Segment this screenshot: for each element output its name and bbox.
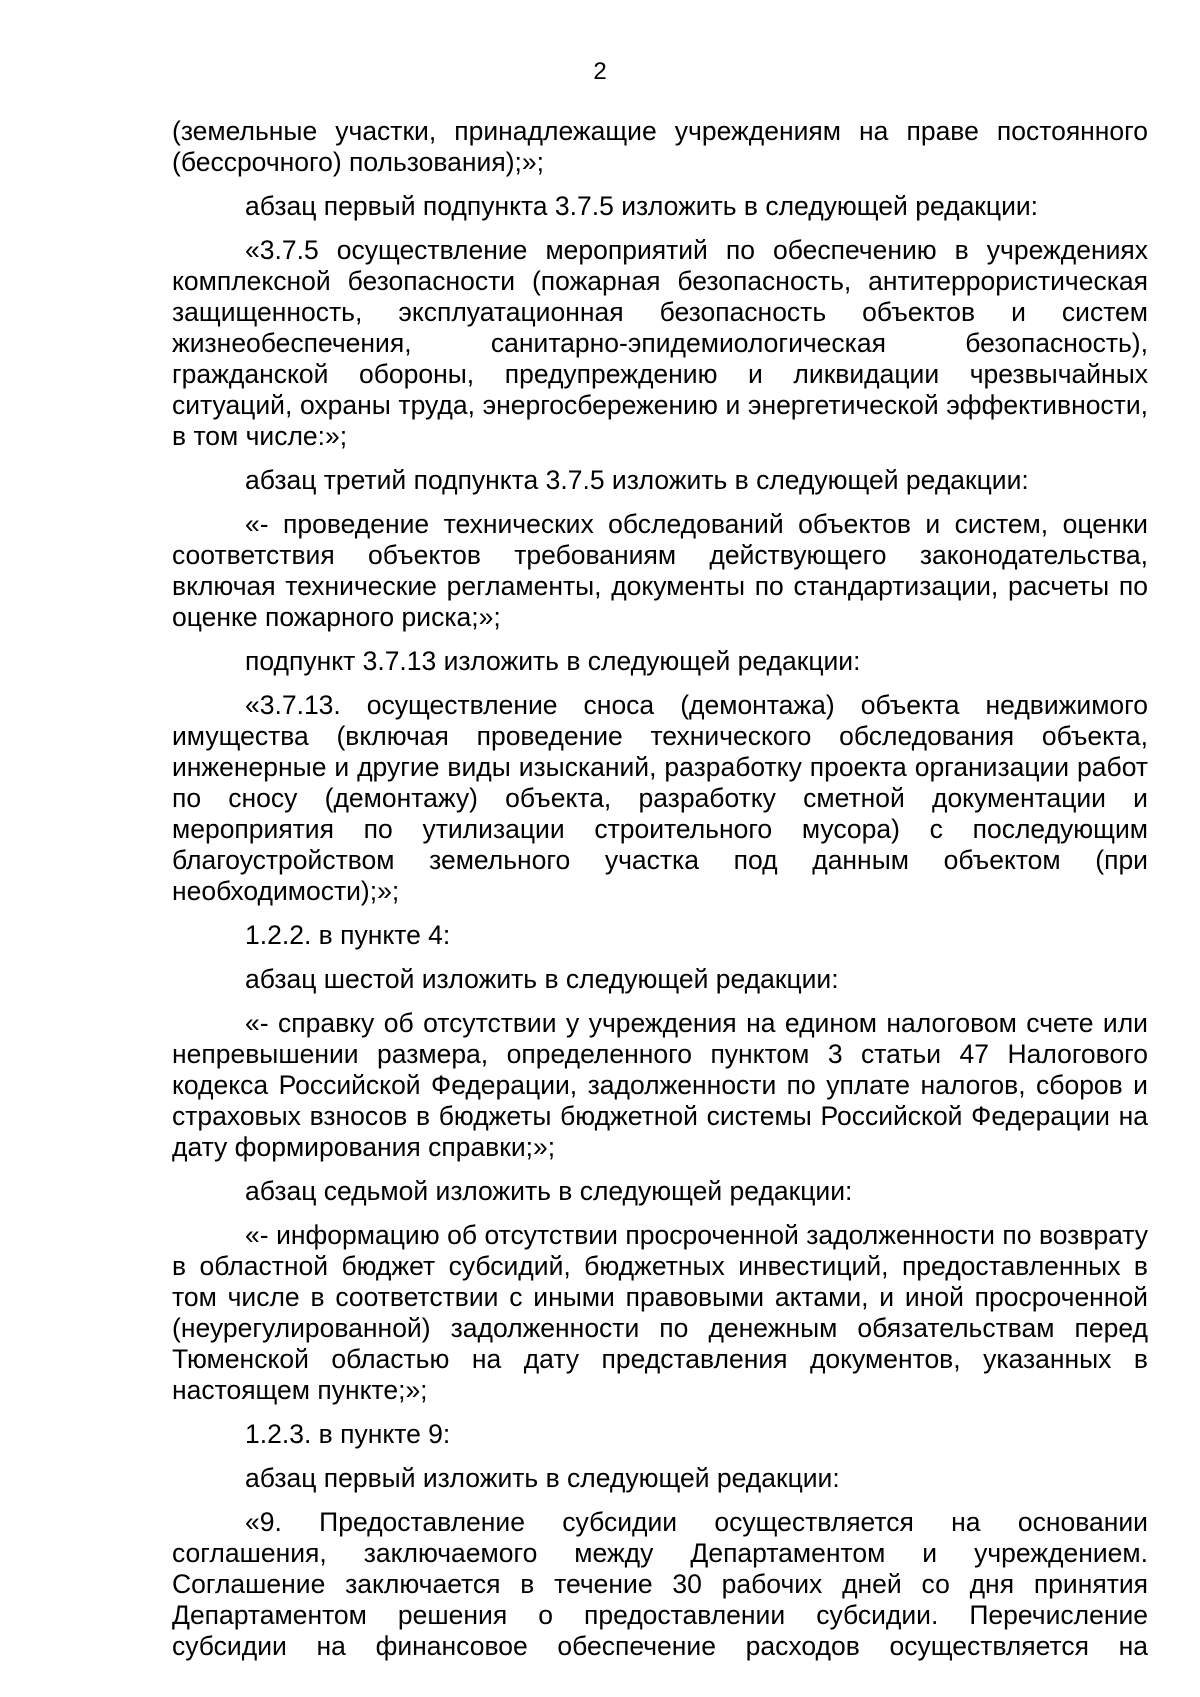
- page-number: 2: [593, 58, 607, 85]
- paragraph-technical-inspections: «- проведение технических обследований объектов и систем, оценки соответствия объектов требованиям действующего законодательства, включая технические регламенты, документы по стандартизации, расчеты по оценке пожарного риска;»;: [172, 509, 1148, 632]
- paragraph-instruction-3-7-13: подпункт 3.7.13 изложить в следующей редакции:: [245, 646, 861, 676]
- paragraph-instruction-3-7-5-third: абзац третий подпункта 3.7.5 изложить в следующей редакции:: [245, 465, 1029, 495]
- paragraph-instruction-3-7-5-first: абзац первый подпункта 3.7.5 изложить в следующей редакции:: [245, 191, 1039, 221]
- paragraph-1-2-2: 1.2.2. в пункте 4:: [245, 920, 451, 950]
- paragraph-debt-information: «- информацию об отсутствии просроченной задолженности по возврату в областной бюджет субсидий, бюджетных инвестиций, предоставленных в том числе в соответствии с иными правовыми актами, и иной просроченной (неурегулированной) задолженности по денежным обязательствам перед Тюменской областью на дату представления документов, указанных в настоящем пункте;»;: [172, 1220, 1148, 1405]
- paragraph-instruction-first: абзац первый изложить в следующей редакции:: [245, 1463, 840, 1493]
- paragraph-3-7-13-text: «3.7.13. осуществление сноса (демонтажа) объекта недвижимого имущества (включая проведение технического обследования объекта, инженерные и другие виды изысканий, разработку проекта организации работ по сносу (демонтажу) объекта, разработку сметной документации и мероприятия по утилизации строительного мусора) с последующим благоустройством земельного участка под данным объектом (при необходимости);»;: [172, 690, 1148, 906]
- paragraph-tax-certificate: «- справку об отсутствии у учреждения на едином налоговом счете или непревышении размера, определенного пунктом 3 статьи 47 Налогового кодекса Российской Федерации, задолженности по уплате налогов, сборов и страховых взносов в бюджеты бюджетной системы Российской Федерации на дату формирования справки;»;: [172, 1008, 1148, 1162]
- paragraph-instruction-seventh: абзац седьмой изложить в следующей редакции:: [245, 1176, 853, 1206]
- paragraph-9-text: «9. Предоставление субсидии осуществляется на основании соглашения, заключаемого между Департаментом и учреждением. Соглашение заключается в течение 30 рабочих дней со дня принятия Департаментом решения о предоставлении субсидии. Перечисление субсидии на финансовое обеспечение расходов осуществляется на: [172, 1507, 1148, 1661]
- paragraph-1-2-3: 1.2.3. в пункте 9:: [245, 1419, 451, 1449]
- paragraph-instruction-sixth: абзац шестой изложить в следующей редакции:: [245, 964, 839, 994]
- paragraph-3-7-5-text: «3.7.5 осуществление мероприятий по обеспечению в учреждениях комплексной безопасности (пожарная безопасность, антитеррористическая защищенность, эксплуатационная безопасность объектов и систем жизнеобеспечения, санитарно-эпидемиологическая безопасность), гражданской обороны, предупреждению и ликвидации чрезвычайных ситуаций, охраны труда, энергосбережению и энергетической эффективности, в том числе:»;: [172, 235, 1148, 451]
- paragraph-land-plots: (земельные участки, принадлежащие учреждениям на праве постоянного (бессрочного) пользования);»;: [172, 116, 1148, 177]
- document-body: [172, 116, 1148, 1662]
